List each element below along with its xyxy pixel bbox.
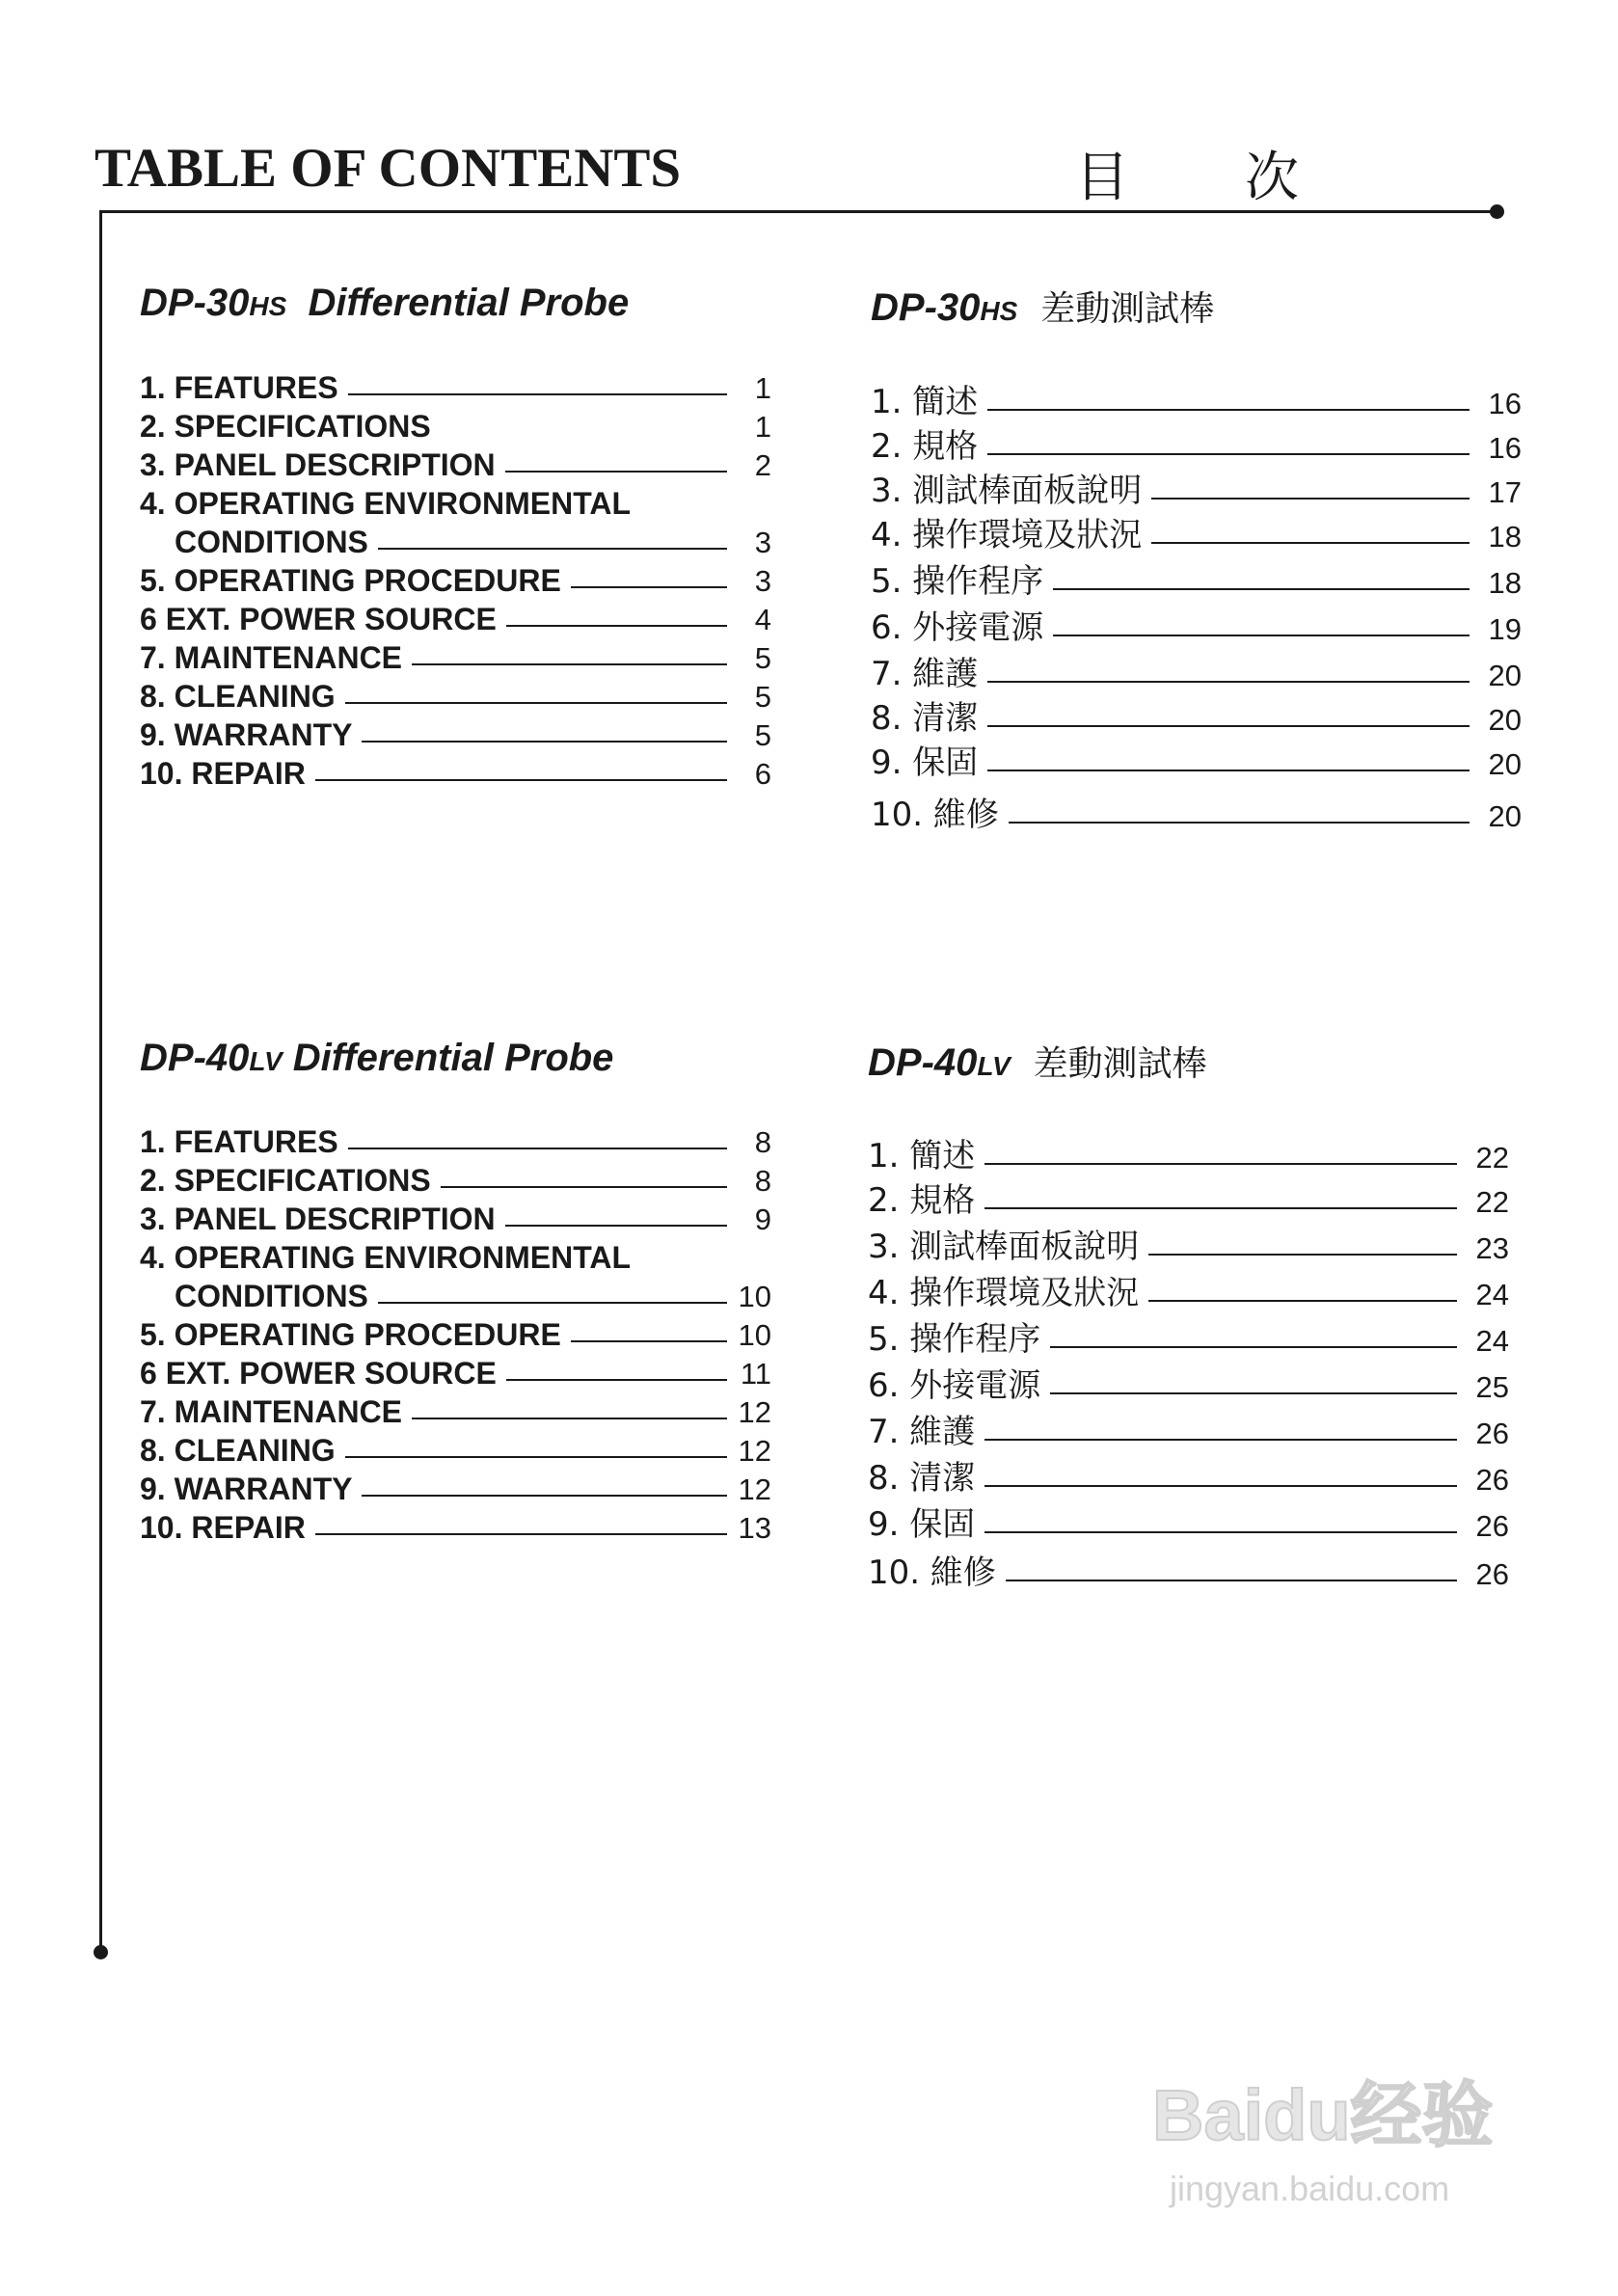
toc-leader (1148, 1254, 1457, 1256)
toc-entry-label: 2. SPECIFICATIONS (140, 1163, 431, 1198)
toc-entry-label: 4. OPERATING ENVIRONMENTAL (140, 1240, 632, 1275)
toc-entry-label: 2. 規格 (871, 427, 979, 466)
toc-leader (362, 741, 727, 743)
toc-leader (987, 770, 1470, 771)
toc-entry-label: 6. 外接電源 (868, 1366, 1041, 1405)
toc-entry-page: 13 (738, 1511, 771, 1545)
toc-entry-label: 10. REPAIR (140, 756, 306, 791)
toc-entry[interactable] (140, 712, 771, 750)
toc-leader (571, 1340, 727, 1342)
section-title-dp40-zh (868, 1037, 1207, 1086)
toc-entry[interactable] (868, 1448, 1509, 1498)
section-suffix: LV (977, 1051, 1011, 1081)
toc-entry-page: 20 (1488, 799, 1522, 833)
toc-entry-label: 1. FEATURES (140, 1124, 338, 1159)
section-model: DP-30 (871, 286, 981, 329)
toc-leader (984, 1439, 1457, 1441)
toc-entry-page: 20 (1488, 747, 1522, 781)
title-zh-char-2: 次 (1245, 147, 1299, 209)
toc-entry-page: 5 (754, 641, 771, 675)
toc-leader (987, 453, 1470, 455)
toc-leader (506, 625, 727, 627)
toc-leader (984, 1207, 1457, 1209)
toc-entry-page: 1 (754, 410, 771, 444)
toc-entry[interactable] (140, 1427, 771, 1466)
toc-entry-page: 24 (1475, 1278, 1509, 1311)
toc-entry[interactable] (868, 1173, 1509, 1220)
toc-entry[interactable] (140, 750, 771, 789)
toc-entry-page: 26 (1475, 1509, 1509, 1543)
toc-entry[interactable] (871, 507, 1522, 552)
title-zh-char-1: 目 (1075, 147, 1129, 209)
toc-entry[interactable] (140, 480, 771, 519)
toc-entry-page: 17 (1488, 475, 1522, 509)
toc-leader (987, 409, 1470, 411)
toc-entry[interactable] (140, 673, 771, 712)
toc-entry[interactable] (140, 557, 771, 596)
toc-entry-page: 16 (1488, 387, 1522, 420)
toc-leader (1151, 542, 1470, 544)
toc-entry-page: 1 (754, 371, 771, 405)
toc-entry[interactable] (140, 1119, 771, 1157)
section-name: 差動測試棒 (1040, 289, 1215, 329)
watermark-url: jingyan.baidu.com (1170, 2169, 1450, 2208)
section-model: DP-40 (140, 1037, 250, 1079)
section-suffix: HS (980, 296, 1018, 326)
toc-entry-label: 6 EXT. POWER SOURCE (140, 602, 497, 636)
toc-leader (441, 432, 727, 434)
toc-entry[interactable] (871, 644, 1522, 693)
toc-entry-label: 1. 簡述 (868, 1137, 976, 1175)
toc-leader (1151, 498, 1470, 500)
toc-entry-page: 20 (1488, 659, 1522, 692)
toc-entry-page: 6 (754, 757, 771, 791)
toc-leader (987, 725, 1470, 727)
toc-leader (315, 1533, 727, 1535)
rule-end-dot-right (1490, 204, 1504, 219)
toc-entry-page: 3 (754, 526, 771, 559)
toc-entry-page: 8 (754, 1164, 771, 1198)
toc-leader (984, 1531, 1457, 1533)
toc-leader (345, 1456, 727, 1458)
toc-entry-page: 20 (1488, 703, 1522, 737)
toc-leader (505, 471, 727, 473)
toc-entry[interactable] (868, 1217, 1509, 1266)
toc-entry-page: 5 (754, 680, 771, 714)
toc-entry-label: 4. OPERATING ENVIRONMENTAL (140, 486, 632, 521)
toc-entry[interactable] (140, 365, 771, 403)
toc-entry-page: 12 (738, 1395, 771, 1429)
toc-entry-label: 2. SPECIFICATIONS (140, 409, 431, 444)
toc-entry-label: 2. 規格 (868, 1181, 976, 1220)
toc-entry-label: 8. 清潔 (871, 699, 979, 738)
toc-entry-label: 4. 操作環境及狀況 (871, 516, 1143, 554)
toc-entry[interactable] (871, 690, 1522, 738)
baidu-watermark (1152, 2059, 1557, 2252)
toc-entry-label: 9. 保固 (868, 1505, 976, 1544)
toc-entry[interactable] (871, 463, 1522, 510)
toc-entry[interactable] (871, 552, 1522, 601)
toc-entry[interactable] (140, 1273, 771, 1311)
toc-leader (348, 1148, 727, 1149)
toc-entry-page: 24 (1475, 1324, 1509, 1358)
toc-leader (1009, 822, 1470, 824)
section-name: 差動測試棒 (1033, 1044, 1207, 1084)
toc-entry[interactable] (140, 442, 771, 480)
toc-entry-page: 18 (1488, 566, 1522, 600)
toc-entry-page: 3 (754, 564, 771, 598)
toc-entry[interactable] (871, 735, 1522, 782)
toc-entry-page: 10 (738, 1318, 771, 1352)
toc-entry-label: 10. 維修 (871, 796, 999, 834)
toc-entry-label: 5. OPERATING PROCEDURE (140, 1317, 561, 1352)
toc-leader (505, 1225, 727, 1227)
toc-entry[interactable] (140, 1234, 771, 1273)
toc-entry-page: 9 (754, 1202, 771, 1236)
toc-entry-label: 3. PANEL DESCRIPTION (140, 447, 496, 482)
section-suffix: HS (249, 291, 287, 321)
toc-entry-page: 2 (754, 448, 771, 482)
toc-entry-page: 18 (1488, 520, 1522, 554)
toc-entry-label: 9. 保固 (871, 743, 979, 782)
toc-entry-label: 10. REPAIR (140, 1510, 306, 1545)
toc-entry-label: 8. CLEANING (140, 1433, 336, 1468)
toc-entry-page: 16 (1488, 431, 1522, 465)
baidu-logo: Baidu经验 (1152, 2075, 1494, 2155)
toc-entry[interactable] (871, 374, 1522, 419)
toc-entry[interactable] (140, 1466, 771, 1504)
toc-entry-label: 3. 測試棒面板說明 (868, 1228, 1140, 1266)
toc-entry[interactable] (868, 1402, 1509, 1451)
section-title-dp30-en (140, 282, 629, 325)
toc-entry-page: 26 (1475, 1417, 1509, 1450)
toc-entry-page: 12 (738, 1434, 771, 1468)
toc-leader (1006, 1580, 1457, 1581)
toc-entry-label: 9. WARRANTY (140, 717, 353, 752)
toc-entry[interactable] (140, 1157, 771, 1196)
toc-entry-label: 7. MAINTENANCE (140, 1394, 403, 1429)
toc-list-dp40-en (140, 1119, 771, 1543)
toc-leader (506, 1379, 727, 1381)
toc-entry[interactable] (140, 1196, 771, 1234)
toc-entry-page: 23 (1475, 1231, 1509, 1265)
toc-list-dp30-zh (871, 374, 1522, 834)
margin-rule (99, 210, 102, 1951)
toc-entry-label: 4. 操作環境及狀況 (868, 1274, 1140, 1312)
section-suffix: LV (249, 1046, 283, 1076)
toc-entry[interactable] (868, 1495, 1509, 1544)
toc-leader (1148, 1300, 1457, 1302)
toc-entry-label: 3. 測試棒面板說明 (871, 472, 1143, 510)
toc-leader (1053, 635, 1470, 636)
toc-entry-page: 22 (1475, 1141, 1509, 1175)
toc-entry[interactable] (140, 1311, 771, 1350)
toc-list-dp30-en (140, 365, 771, 789)
toc-entry-label: 5. 操作程序 (868, 1320, 1041, 1359)
toc-leader (412, 1418, 727, 1419)
toc-leader (345, 702, 727, 704)
page-title: TABLE OF CONTENTS (94, 138, 682, 199)
toc-entry[interactable] (868, 1310, 1509, 1359)
toc-entry[interactable] (140, 403, 771, 442)
toc-entry[interactable] (868, 1263, 1509, 1310)
toc-leader (441, 1186, 727, 1188)
toc-entry[interactable] (868, 1356, 1509, 1405)
toc-entry[interactable] (871, 419, 1522, 466)
toc-entry-label: 7. 維護 (868, 1413, 976, 1451)
page-title-zh (1075, 135, 1299, 212)
toc-entry-page: 5 (754, 718, 771, 752)
rule-end-dot-bottom (94, 1945, 108, 1959)
toc-entry-page: 26 (1475, 1463, 1509, 1497)
toc-entry-page: 11 (740, 1357, 771, 1391)
toc-entry-label: 7. MAINTENANCE (140, 640, 403, 675)
toc-leader (362, 1495, 727, 1497)
section-model: DP-30 (140, 282, 250, 324)
toc-leader (1050, 1346, 1457, 1348)
toc-entry-page: 26 (1475, 1557, 1509, 1591)
toc-entry-label: 7. 維護 (871, 655, 979, 693)
section-name: Differential Probe (292, 1037, 614, 1079)
toc-entry-page: 8 (754, 1125, 771, 1159)
toc-entry[interactable] (140, 1350, 771, 1389)
toc-entry[interactable] (868, 1541, 1509, 1592)
toc-entry-page: 12 (738, 1472, 771, 1506)
section-title-dp30-zh (871, 282, 1214, 331)
toc-entry[interactable] (871, 779, 1522, 834)
toc-entry-label: 9. WARRANTY (140, 1472, 353, 1506)
toc-leader (1053, 588, 1470, 590)
toc-leader (984, 1163, 1457, 1165)
toc-entry-page: 10 (738, 1280, 771, 1313)
toc-entry-label: 3. PANEL DESCRIPTION (140, 1202, 496, 1236)
toc-entry-label: 6 EXT. POWER SOURCE (140, 1356, 497, 1391)
toc-entry-label: 1. FEATURES (140, 370, 338, 405)
toc-list-dp40-zh (868, 1128, 1509, 1592)
toc-entry-page: 22 (1475, 1185, 1509, 1219)
toc-leader (378, 1302, 727, 1304)
section-model: DP-40 (868, 1041, 978, 1084)
toc-entry[interactable] (871, 598, 1522, 647)
toc-entry[interactable] (140, 596, 771, 635)
section-name: Differential Probe (308, 282, 630, 324)
toc-entry-label: 8. 清潔 (868, 1459, 976, 1498)
toc-entry-label: 1. 簡述 (871, 383, 979, 421)
toc-leader (571, 586, 727, 588)
toc-entry[interactable] (140, 519, 771, 557)
toc-entry[interactable] (140, 1504, 771, 1543)
section-title-dp40-en (140, 1037, 613, 1080)
toc-entry-page: 19 (1488, 612, 1522, 646)
toc-leader (315, 779, 727, 781)
toc-leader (1050, 1392, 1457, 1394)
toc-entry-label: 6. 外接電源 (871, 608, 1044, 647)
toc-entry[interactable] (868, 1128, 1509, 1173)
toc-entry-page: 4 (754, 603, 771, 636)
toc-entry-label: 8. CLEANING (140, 679, 336, 714)
toc-entry-label: CONDITIONS (175, 1279, 368, 1313)
toc-leader (984, 1485, 1457, 1487)
toc-entry-label: CONDITIONS (175, 525, 368, 559)
toc-entry-page: 25 (1475, 1370, 1509, 1404)
toc-leader (412, 663, 727, 665)
toc-leader (987, 681, 1470, 683)
toc-leader (378, 548, 727, 550)
toc-entry-label: 5. OPERATING PROCEDURE (140, 563, 561, 598)
toc-entry-label: 5. 操作程序 (871, 562, 1044, 601)
toc-entry[interactable] (140, 635, 771, 673)
toc-leader (348, 393, 727, 395)
header-rule (99, 210, 1495, 213)
toc-entry-label: 10. 維修 (868, 1553, 996, 1592)
toc-entry[interactable] (140, 1389, 771, 1427)
